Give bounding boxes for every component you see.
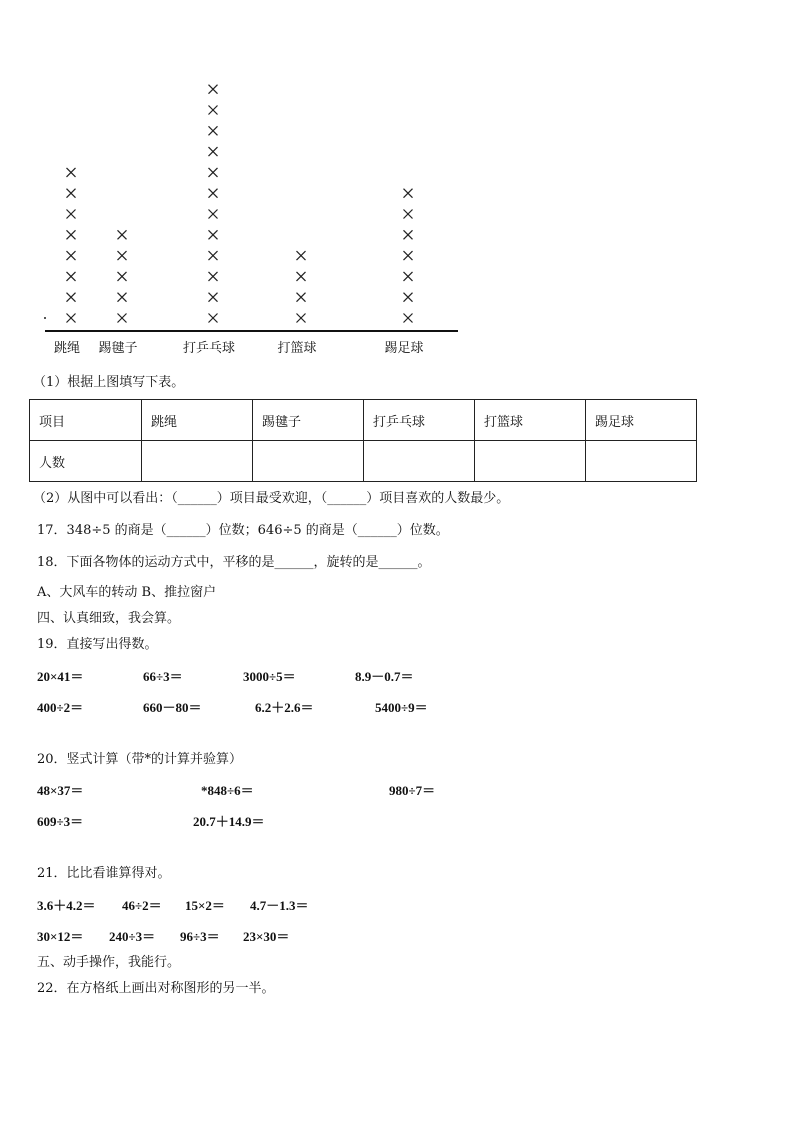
- answer-cell[interactable]: [364, 441, 475, 482]
- question-19: 19．直接写出得数。: [37, 637, 158, 652]
- x-mark: [118, 293, 127, 302]
- category-label: 打乒乓球: [182, 341, 236, 356]
- x-mark: [67, 293, 76, 302]
- calc-item: 15×2＝: [185, 898, 225, 913]
- x-mark: [209, 126, 218, 135]
- question-17: 17．348÷5 的商是（______）位数；646÷5 的商是（______）位数。: [37, 523, 449, 538]
- x-mark: [67, 210, 76, 219]
- calc-item: 4.7－1.3＝: [250, 898, 309, 913]
- calc-item: 609÷3＝: [37, 814, 84, 829]
- table-header-row: [30, 400, 697, 441]
- x-mark: [67, 272, 76, 281]
- category-label: 跳绳: [53, 341, 81, 356]
- x-mark: [118, 314, 127, 323]
- x-mark: [209, 168, 218, 177]
- calc-item: 6.2＋2.6＝: [255, 700, 314, 715]
- table-header-cell: 踢毽子: [253, 400, 364, 441]
- section-4-heading: 四、认真细致，我会算。: [37, 611, 181, 626]
- x-mark: [209, 210, 218, 219]
- answer-cell[interactable]: [142, 441, 253, 482]
- question-18-options: A、大风车的转动 B、推拉窗户: [37, 585, 217, 600]
- x-mark: [209, 85, 218, 94]
- x-mark: [67, 189, 76, 198]
- question-21: 21．比比看谁算得对。: [37, 866, 171, 881]
- x-mark: [118, 272, 127, 281]
- question-22: 22．在方格纸上画出对称图形的另一半。: [37, 981, 275, 996]
- x-mark: [297, 272, 306, 281]
- calc-item: 23×30＝: [243, 929, 290, 944]
- x-mark: [67, 230, 76, 239]
- x-mark: [67, 251, 76, 260]
- table-header-cell: 项目: [30, 400, 142, 441]
- question-18: 18．下面各物体的运动方式中，平移的是______，旋转的是______。: [37, 555, 431, 570]
- calc-item: 46÷2＝: [122, 898, 162, 913]
- x-mark: [404, 293, 413, 302]
- question-20: 20．竖式计算（带*的计算并验算）: [37, 752, 243, 767]
- x-mark: [404, 251, 413, 260]
- table-header-cell: 打乒乓球: [364, 400, 475, 441]
- q1-label: （1）根据上图填写下表。: [33, 375, 185, 390]
- stray-dot: [44, 317, 46, 319]
- x-mark: [209, 230, 218, 239]
- calc-item: 980÷7＝: [389, 783, 436, 798]
- category-label: 踢毽子: [98, 341, 138, 356]
- calc-item: 20.7＋14.9＝: [193, 814, 265, 829]
- calc-item: 48×37＝: [37, 783, 84, 798]
- fill-table: [29, 399, 697, 482]
- x-mark: [67, 314, 76, 323]
- question-2: （2）从图中可以看出：（______）项目最受欢迎，（______）项目喜欢的人数最少。: [33, 491, 510, 506]
- answer-cell[interactable]: [475, 441, 586, 482]
- category-label: 踢足球: [384, 341, 424, 356]
- x-mark: [209, 314, 218, 323]
- answer-cell[interactable]: [586, 441, 697, 482]
- table-header-cell: 打篮球: [475, 400, 586, 441]
- x-mark: [404, 272, 413, 281]
- section-5-heading: 五、动手操作，我能行。: [37, 955, 181, 970]
- calc-item: 240÷3＝: [109, 929, 156, 944]
- x-mark: [404, 210, 413, 219]
- x-mark: [209, 147, 218, 156]
- calc-item: 3000÷5＝: [243, 669, 296, 684]
- x-mark: [67, 168, 76, 177]
- table-row-label: 人数: [30, 441, 142, 482]
- calc-item: 20×41＝: [37, 669, 84, 684]
- x-mark: [297, 251, 306, 260]
- x-mark: [209, 293, 218, 302]
- calc-item: 30×12＝: [37, 929, 84, 944]
- x-mark: [209, 272, 218, 281]
- x-mark: [404, 230, 413, 239]
- x-mark: [118, 230, 127, 239]
- x-mark: [404, 189, 413, 198]
- x-mark: [297, 314, 306, 323]
- x-mark: [209, 251, 218, 260]
- calc-item: *848÷6＝: [201, 783, 254, 798]
- x-mark: [209, 189, 218, 198]
- table-row: [30, 441, 697, 482]
- calc-item: 96÷3＝: [180, 929, 220, 944]
- calc-item: 5400÷9＝: [375, 700, 428, 715]
- calc-item: 660－80＝: [143, 700, 202, 715]
- x-mark: [404, 314, 413, 323]
- calc-item: 400÷2＝: [37, 700, 84, 715]
- category-label: 打篮球: [277, 341, 317, 356]
- calc-item: 3.6＋4.2＝: [37, 898, 96, 913]
- calc-item: 66÷3＝: [143, 669, 183, 684]
- answer-cell[interactable]: [253, 441, 364, 482]
- table-header-cell: 踢足球: [586, 400, 697, 441]
- x-mark: [209, 106, 218, 115]
- x-mark: [118, 251, 127, 260]
- x-mark: [297, 293, 306, 302]
- line-plot-chart: [0, 0, 794, 370]
- table-header-cell: 跳绳: [142, 400, 253, 441]
- calc-item: 8.9－0.7＝: [355, 669, 414, 684]
